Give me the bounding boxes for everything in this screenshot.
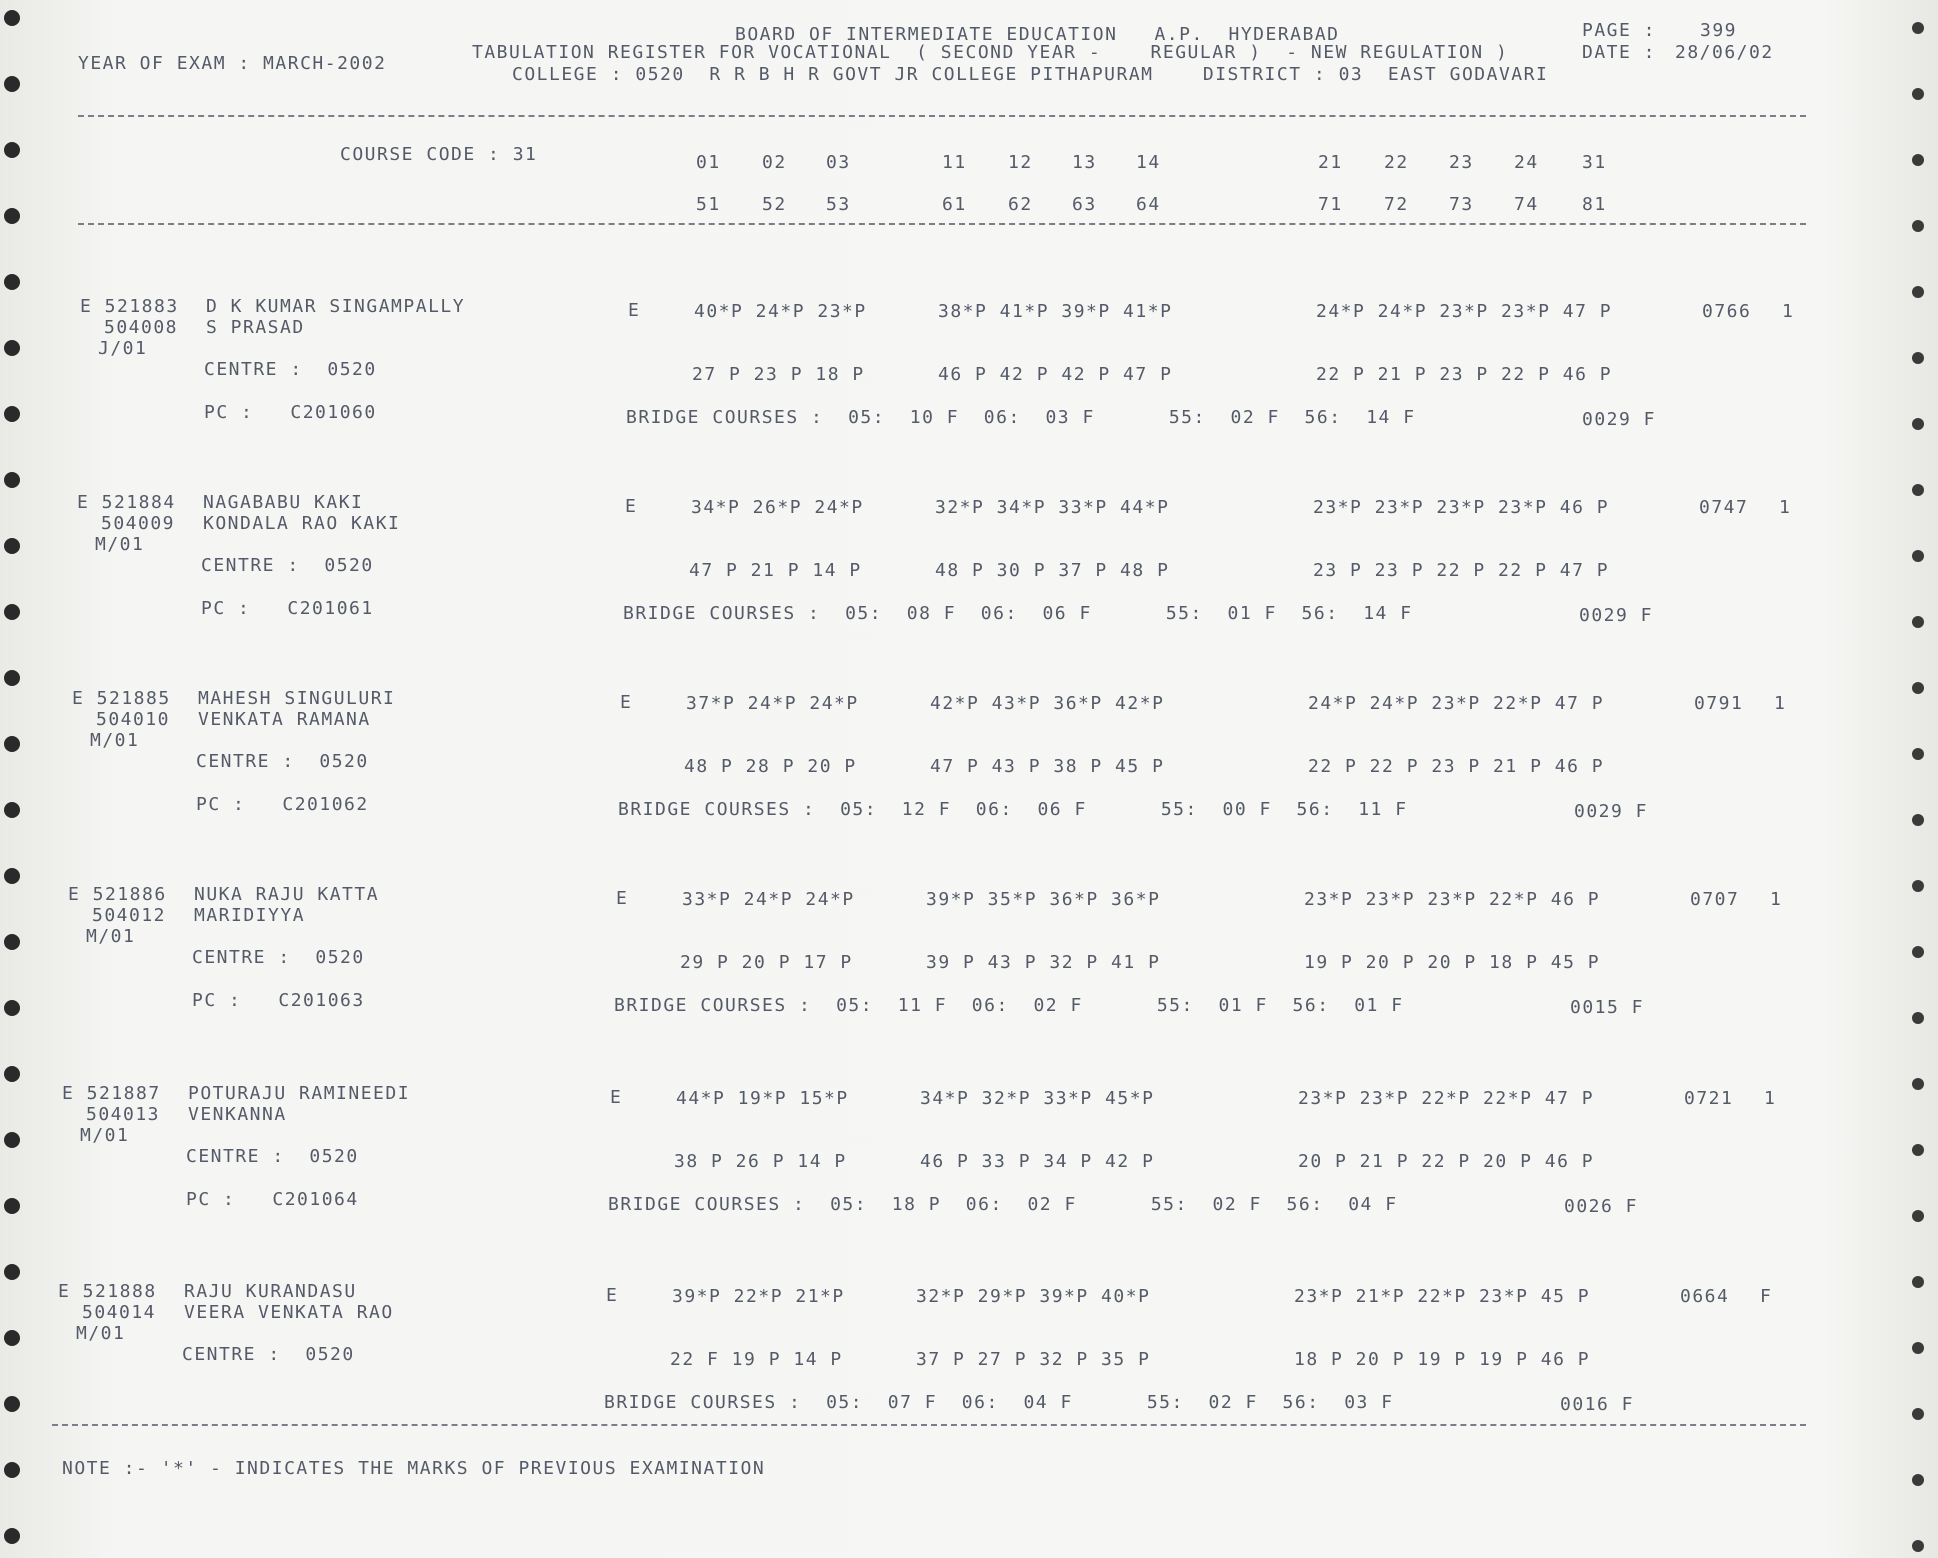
marks-part1-group1: 37*P 24*P 24*P [686, 693, 859, 714]
marks-part1-group1: 44*P 19*P 15*P [676, 1088, 849, 1109]
roll-number: 504008 [104, 317, 179, 338]
course-code-2: 61 [942, 194, 967, 215]
feed-hole [1912, 748, 1924, 760]
marks-part2-group3: 18 P 20 P 19 P 19 P 46 P [1294, 1349, 1591, 1370]
roll-number: 504012 [92, 905, 167, 926]
course-code-1: 02 [762, 152, 787, 173]
course-code-2: 51 [696, 194, 721, 215]
marks-part2-group2: 48 P 30 P 37 P 48 P [935, 560, 1170, 581]
medium: E [610, 1087, 623, 1108]
feed-hole [1912, 286, 1924, 298]
feed-hole [4, 802, 20, 818]
marks-part2-group1: 27 P 23 P 18 P [692, 364, 865, 385]
course-code-1: 23 [1449, 152, 1474, 173]
feed-hole [4, 736, 20, 752]
marks-part1-group2: 32*P 29*P 39*P 40*P [916, 1286, 1151, 1307]
feed-hole [1912, 1342, 1924, 1354]
feed-hole [1912, 682, 1924, 694]
feed-hole [1912, 880, 1924, 892]
marks-part2-group2: 47 P 43 P 38 P 45 P [930, 756, 1165, 777]
bridge-courses: BRIDGE COURSES : 05: 18 P 06: 02 F 55: 02 F 56: 04 F [608, 1194, 1398, 1215]
feed-hole [1912, 1408, 1924, 1420]
hall-ticket-number: E 521885 [72, 688, 171, 709]
marks-part2-group3: 23 P 23 P 22 P 22 P 47 P [1313, 560, 1610, 581]
bridge-courses: BRIDGE COURSES : 05: 07 F 06: 04 F 55: 02 F 56: 03 F [604, 1392, 1394, 1413]
roll-number: 504010 [96, 709, 171, 730]
marks-part2-group2: 39 P 43 P 32 P 41 P [926, 952, 1161, 973]
medium: E [625, 496, 638, 517]
feed-hole [1912, 418, 1924, 430]
marks-part2-group2: 46 P 33 P 34 P 42 P [920, 1151, 1155, 1172]
feed-hole [1912, 550, 1924, 562]
feed-hole [1912, 814, 1924, 826]
course-code-2: 64 [1136, 194, 1161, 215]
marks-part1-group3: 23*P 23*P 23*P 22*P 46 P [1304, 889, 1601, 910]
marks-part2-group1: 38 P 26 P 14 P [674, 1151, 847, 1172]
marks-part1-group1: 40*P 24*P 23*P [694, 301, 867, 322]
feed-hole [4, 76, 20, 92]
marks-part1-group2: 38*P 41*P 39*P 41*P [938, 301, 1173, 322]
feed-hole [4, 274, 20, 290]
page-label: PAGE : [1582, 20, 1657, 41]
hall-ticket-number: E 521886 [68, 884, 167, 905]
divider [78, 223, 1806, 225]
feed-hole [4, 1528, 20, 1544]
grand-total: 0707 [1690, 889, 1740, 910]
divider [52, 1424, 1806, 1426]
year-of-exam: YEAR OF EXAM : MARCH-2002 [78, 53, 387, 74]
category-code: M/01 [95, 534, 145, 555]
marks-part1-group3: 23*P 21*P 22*P 23*P 45 P [1294, 1286, 1591, 1307]
exam-centre: CENTRE : 0520 [186, 1146, 359, 1167]
feed-hole [1912, 1474, 1924, 1486]
grand-total: 0664 [1680, 1286, 1730, 1307]
course-code-1: 13 [1072, 152, 1097, 173]
bridge-courses: BRIDGE COURSES : 05: 11 F 06: 02 F 55: 01 F 56: 01 F [614, 995, 1404, 1016]
course-code-1: 22 [1384, 152, 1409, 173]
feed-hole [4, 340, 20, 356]
feed-hole [4, 868, 20, 884]
marks-part2-group1: 48 P 28 P 20 P [684, 756, 857, 777]
feed-hole [1912, 616, 1924, 628]
feed-hole [4, 10, 20, 26]
bridge-total: 0026 F [1564, 1196, 1639, 1217]
exam-centre: CENTRE : 0520 [201, 555, 374, 576]
pc-number: PC : C201063 [192, 990, 365, 1011]
course-code-2: 72 [1384, 194, 1409, 215]
medium: E [620, 692, 633, 713]
father-name: S PRASAD [206, 317, 305, 338]
category-code: M/01 [90, 730, 140, 751]
bridge-courses: BRIDGE COURSES : 05: 12 F 06: 06 F 55: 00 F 56: 11 F [618, 799, 1408, 820]
marks-part2-group3: 22 P 22 P 23 P 21 P 46 P [1308, 756, 1605, 777]
college-line: COLLEGE : 0520 R R B H R GOVT JR COLLEGE PITHAPURAM DISTRICT : 03 EAST GODAVARI [512, 64, 1549, 85]
marks-part1-group2: 32*P 34*P 33*P 44*P [935, 497, 1170, 518]
roll-number: 504009 [101, 513, 176, 534]
hall-ticket-number: E 521884 [77, 492, 176, 513]
feed-hole [1912, 1210, 1924, 1222]
father-name: KONDALA RAO KAKI [203, 513, 401, 534]
exam-centre: CENTRE : 0520 [182, 1344, 355, 1365]
pc-number: PC : C201060 [204, 402, 377, 423]
course-code-1: 24 [1514, 152, 1539, 173]
feed-hole [1912, 220, 1924, 232]
course-code-2: 74 [1514, 194, 1539, 215]
feed-hole [1912, 1276, 1924, 1288]
category-code: M/01 [76, 1323, 126, 1344]
course-code-2: 71 [1318, 194, 1343, 215]
exam-centre: CENTRE : 0520 [196, 751, 369, 772]
marks-part2-group3: 19 P 20 P 20 P 18 P 45 P [1304, 952, 1601, 973]
marks-part2-group1: 29 P 20 P 17 P [680, 952, 853, 973]
course-code-1: 14 [1136, 152, 1161, 173]
exam-centre: CENTRE : 0520 [192, 947, 365, 968]
course-code-2: 53 [826, 194, 851, 215]
marks-part2-group3: 22 P 21 P 23 P 22 P 46 P [1316, 364, 1613, 385]
category-code: M/01 [86, 926, 136, 947]
marks-part1-group3: 24*P 24*P 23*P 22*P 47 P [1308, 693, 1605, 714]
student-name: MAHESH SINGULURI [198, 688, 396, 709]
marks-part1-group1: 34*P 26*P 24*P [691, 497, 864, 518]
hall-ticket-number: E 521883 [80, 296, 179, 317]
footnote: NOTE :- '*' - INDICATES THE MARKS OF PREVIOUS EXAMINATION [62, 1458, 766, 1479]
hall-ticket-number: E 521887 [62, 1083, 161, 1104]
marks-part2-group1: 47 P 21 P 14 P [689, 560, 862, 581]
feed-hole [4, 1066, 20, 1082]
marks-part2-group2: 46 P 42 P 42 P 47 P [938, 364, 1173, 385]
student-name: NAGABABU KAKI [203, 492, 364, 513]
marks-part1-group2: 42*P 43*P 36*P 42*P [930, 693, 1165, 714]
print-date: 28/06/02 [1675, 42, 1774, 63]
feed-hole [4, 1198, 20, 1214]
feed-hole [1912, 88, 1924, 100]
feed-hole [1912, 352, 1924, 364]
feed-hole [1912, 1144, 1924, 1156]
feed-hole [4, 934, 20, 950]
pc-number: PC : C201062 [196, 794, 369, 815]
bridge-total: 0015 F [1570, 997, 1645, 1018]
grand-total: 0747 [1699, 497, 1749, 518]
marks-part1-group1: 33*P 24*P 24*P [682, 889, 855, 910]
course-code-2: 73 [1449, 194, 1474, 215]
feed-hole [4, 1396, 20, 1412]
roll-number: 504013 [86, 1104, 161, 1125]
result: 1 [1779, 497, 1792, 518]
course-code-1: 21 [1318, 152, 1343, 173]
marks-part1-group1: 39*P 22*P 21*P [672, 1286, 845, 1307]
result: 1 [1764, 1088, 1777, 1109]
course-code: COURSE CODE : 31 [340, 144, 538, 165]
course-code-2: 62 [1008, 194, 1033, 215]
father-name: VENKATA RAMANA [198, 709, 371, 730]
bridge-total: 0029 F [1574, 801, 1649, 822]
board-title: BOARD OF INTERMEDIATE EDUCATION A.P. HYDERABAD [735, 24, 1340, 45]
marks-part1-group3: 24*P 24*P 23*P 23*P 47 P [1316, 301, 1613, 322]
feed-hole [4, 1264, 20, 1280]
father-name: VEERA VENKATA RAO [184, 1302, 394, 1323]
feed-hole [4, 208, 20, 224]
bridge-courses: BRIDGE COURSES : 05: 08 F 06: 06 F 55: 01 F 56: 14 F [623, 603, 1413, 624]
feed-hole [1912, 1012, 1924, 1024]
marks-part1-group3: 23*P 23*P 22*P 22*P 47 P [1298, 1088, 1595, 1109]
bridge-courses: BRIDGE COURSES : 05: 10 F 06: 03 F 55: 02 F 56: 14 F [626, 407, 1416, 428]
bridge-total: 0016 F [1560, 1394, 1635, 1415]
course-code-2: 52 [762, 194, 787, 215]
course-code-1: 11 [942, 152, 967, 173]
feed-hole [4, 1462, 20, 1478]
feed-hole [1912, 22, 1924, 34]
bridge-total: 0029 F [1582, 409, 1657, 430]
course-code-1: 03 [826, 152, 851, 173]
grand-total: 0791 [1694, 693, 1744, 714]
marks-part1-group2: 34*P 32*P 33*P 45*P [920, 1088, 1155, 1109]
divider [78, 115, 1806, 117]
result: 1 [1774, 693, 1787, 714]
feed-hole [4, 1000, 20, 1016]
result: 1 [1770, 889, 1783, 910]
medium: E [628, 300, 641, 321]
exam-centre: CENTRE : 0520 [204, 359, 377, 380]
feed-hole [4, 604, 20, 620]
feed-hole [4, 1132, 20, 1148]
feed-hole [4, 406, 20, 422]
pc-number: PC : C201064 [186, 1189, 359, 1210]
course-code-1: 01 [696, 152, 721, 173]
feed-hole [4, 670, 20, 686]
father-name: MARIDIYYA [194, 905, 306, 926]
course-code-1: 31 [1582, 152, 1607, 173]
feed-hole [1912, 484, 1924, 496]
marks-part2-group3: 20 P 21 P 22 P 20 P 46 P [1298, 1151, 1595, 1172]
marks-part1-group2: 39*P 35*P 36*P 36*P [926, 889, 1161, 910]
father-name: VENKANNA [188, 1104, 287, 1125]
student-name: POTURAJU RAMINEEDI [188, 1083, 411, 1104]
result: 1 [1782, 301, 1795, 322]
student-name: D K KUMAR SINGAMPALLY [206, 296, 466, 317]
result: F [1760, 1286, 1773, 1307]
course-code-2: 63 [1072, 194, 1097, 215]
page-number: 399 [1700, 20, 1738, 41]
feed-hole [1912, 946, 1924, 958]
grand-total: 0766 [1702, 301, 1752, 322]
feed-hole [1912, 1540, 1924, 1552]
feed-hole [4, 142, 20, 158]
category-code: M/01 [80, 1125, 130, 1146]
course-code-2: 81 [1582, 194, 1607, 215]
category-code: J/01 [98, 338, 148, 359]
pc-number: PC : C201061 [201, 598, 374, 619]
roll-number: 504014 [82, 1302, 157, 1323]
medium: E [616, 888, 629, 909]
student-name: RAJU KURANDASU [184, 1281, 357, 1302]
hall-ticket-number: E 521888 [58, 1281, 157, 1302]
course-code-1: 12 [1008, 152, 1033, 173]
grand-total: 0721 [1684, 1088, 1734, 1109]
marks-part2-group2: 37 P 27 P 32 P 35 P [916, 1349, 1151, 1370]
bridge-total: 0029 F [1579, 605, 1654, 626]
marks-part1-group3: 23*P 23*P 23*P 23*P 46 P [1313, 497, 1610, 518]
feed-hole [4, 538, 20, 554]
medium: E [606, 1285, 619, 1306]
feed-hole [4, 472, 20, 488]
feed-hole [1912, 154, 1924, 166]
feed-hole [4, 1330, 20, 1346]
student-name: NUKA RAJU KATTA [194, 884, 380, 905]
feed-hole [1912, 1078, 1924, 1090]
date-label: DATE : [1582, 42, 1657, 63]
register-title: TABULATION REGISTER FOR VOCATIONAL ( SECOND YEAR - REGULAR ) - NEW REGULATION ) [472, 42, 1509, 63]
marks-part2-group1: 22 F 19 P 14 P [670, 1349, 843, 1370]
